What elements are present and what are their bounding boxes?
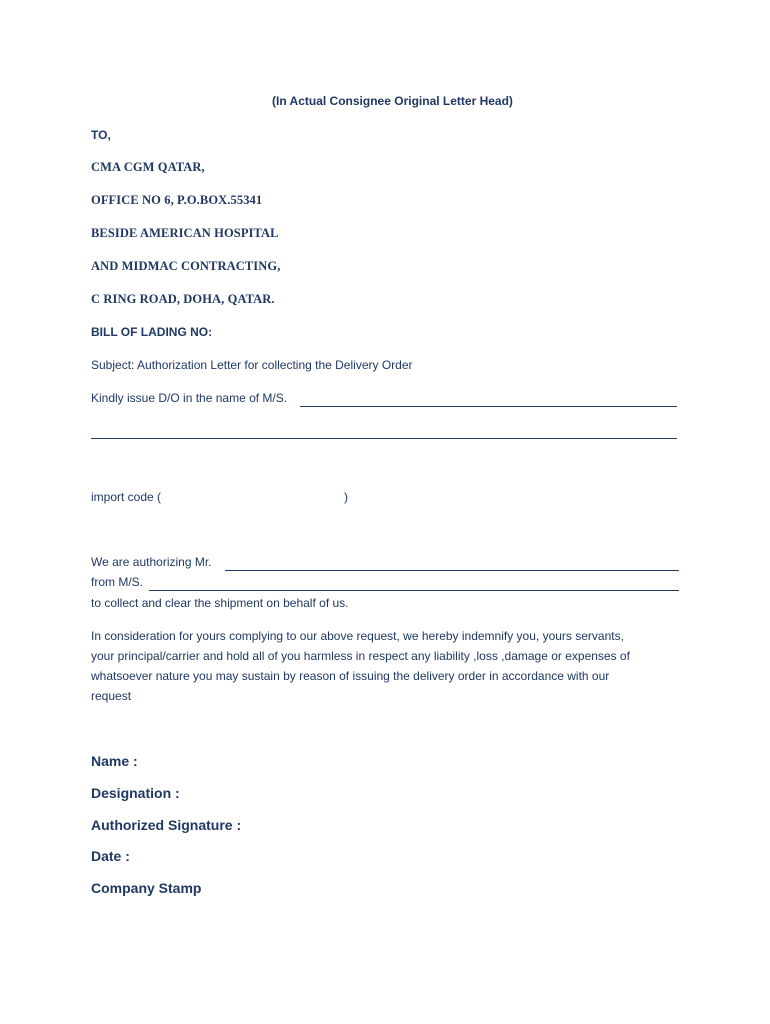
authorization-closing: to collect and clear the shipment on behalf of us.: [91, 596, 349, 610]
indemnity-line-1: In consideration for yours complying to our above request, we hereby indemnify you, yours servants,: [91, 629, 624, 643]
indemnity-line-4: request: [91, 689, 132, 703]
from-company-field[interactable]: [149, 575, 679, 591]
bill-of-lading-label: BILL OF LADING NO:: [91, 325, 213, 339]
issue-do-label: Kindly issue D/O in the name of M/S.: [91, 391, 288, 405]
date-label: Date :: [91, 848, 130, 864]
designation-label: Designation :: [91, 785, 180, 801]
address-line-3: BESIDE AMERICAN HOSPITAL: [91, 226, 279, 240]
import-code-label: import code (: [91, 490, 162, 504]
from-ms-label: from M/S.: [91, 575, 144, 589]
address-line-2: OFFICE NO 6, P.O.BOX.55341: [91, 193, 263, 207]
import-code-field[interactable]: [166, 490, 342, 505]
address-line-4: AND MIDMAC CONTRACTING,: [91, 259, 281, 273]
address-line-5: C RING ROAD, DOHA, QATAR.: [91, 292, 275, 306]
authorized-person-field[interactable]: [225, 555, 679, 571]
name-label: Name :: [91, 753, 138, 769]
letter-head-note: (In Actual Consignee Original Letter Head): [272, 94, 513, 108]
address-line-1: CMA CGM QATAR,: [91, 160, 205, 174]
indemnity-line-3: whatsoever nature you may sustain by reason of issuing the delivery order in accordance with our: [91, 669, 610, 683]
authorized-signature-label: Authorized Signature :: [91, 817, 242, 833]
subject-line: Subject: Authorization Letter for collecting the Delivery Order: [91, 358, 413, 372]
company-stamp-label: Company Stamp: [91, 880, 202, 896]
authorizing-mr-label: We are authorizing Mr.: [91, 555, 212, 569]
indemnity-line-2: your principal/carrier and hold all of you harmless in respect any liability ,loss ,damage or expenses of: [91, 649, 630, 663]
issue-do-name-field[interactable]: [300, 391, 677, 407]
issue-do-continuation-line[interactable]: [91, 438, 677, 439]
import-code-close: ): [344, 490, 348, 504]
addressee-to: TO,: [91, 128, 111, 142]
